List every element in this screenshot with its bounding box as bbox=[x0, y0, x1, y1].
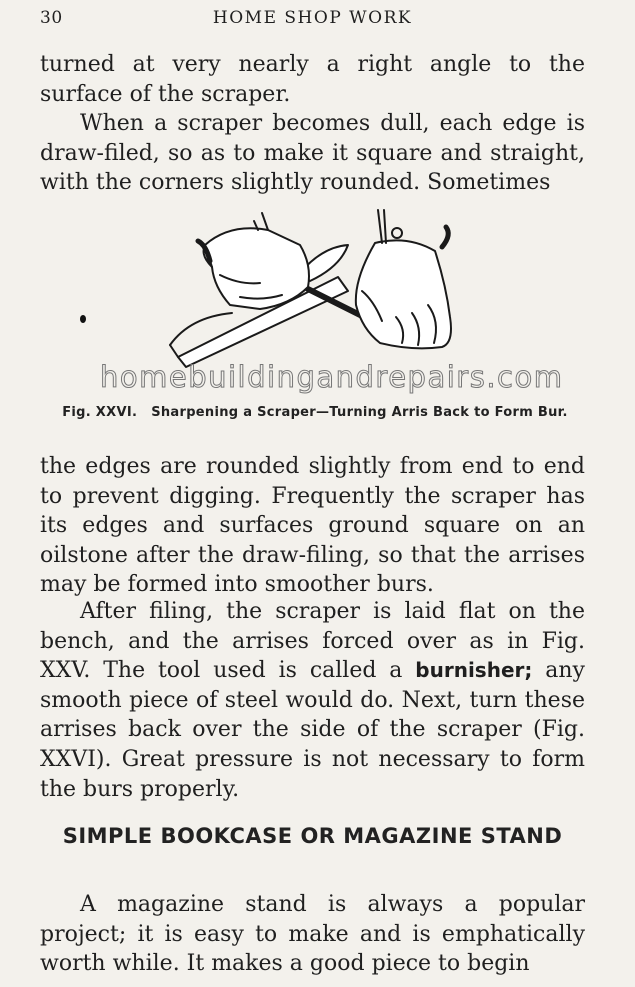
paragraph-3: the edges are rounded slightly from end to end to prevent digging. Frequently the scraper has its edges and surfaces ground square on an oilstone after the draw-filing, so that the arrises may be formed into smoother burs. bbox=[40, 454, 585, 598]
figure-caption bbox=[50, 405, 580, 421]
page-number: 30 bbox=[40, 8, 63, 28]
figure-label: Fig. XXVI. bbox=[62, 405, 138, 420]
term-burnisher: burnisher; bbox=[415, 658, 533, 683]
scraper-sharpening-illustration bbox=[150, 205, 470, 370]
paragraph-1: turned at very nearly a right angle to the surface of the scraper. bbox=[40, 52, 585, 107]
paragraph-5: A magazine stand is always a popular project; it is easy to make and is emphatically worth while. It makes a good piece to begin bbox=[40, 892, 585, 977]
ink-dot bbox=[80, 315, 86, 323]
paragraph-4-start: After filing, the scraper is laid flat on the bench, and the arrises forced over as in Fig. XXV. The tool used is called a bbox=[40, 599, 585, 684]
paragraph-4-end: any smooth piece of steel would do. Next, turn these arrises back over the side of the scraper (Fig. XXVI). Great pressure is not necessary to form the burs properly. bbox=[40, 658, 585, 802]
paragraph-4 bbox=[40, 597, 585, 804]
paragraph-2: When a scraper becomes dull, each edge is draw-filed, so as to make it square and straight, with the corners slightly rounded. Sometimes bbox=[40, 111, 585, 196]
running-head bbox=[40, 8, 585, 30]
watermark: homebuildingandrepairs.com bbox=[100, 360, 564, 394]
running-title: HOME SHOP WORK bbox=[212, 8, 413, 28]
figure-caption-text: Sharpening a Scraper—Turning Arris Back to Form Bur. bbox=[151, 405, 568, 420]
section-heading: SIMPLE BOOKCASE OR MAGAZINE STAND bbox=[62, 824, 563, 848]
